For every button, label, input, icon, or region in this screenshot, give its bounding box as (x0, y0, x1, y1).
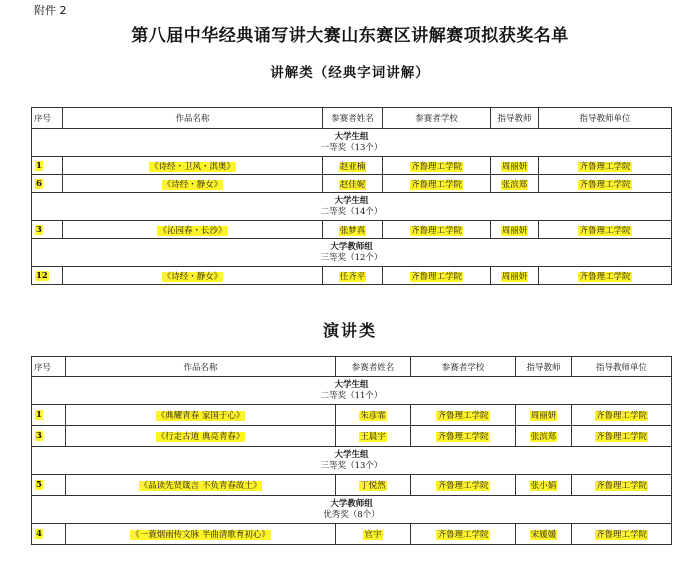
instructor-unit: 齐鲁理工学院 (579, 225, 631, 236)
column-header: 参赛者姓名 (336, 357, 411, 377)
entry-number: 1 (36, 410, 42, 420)
instructor-name: 周丽妍 (501, 225, 528, 236)
column-header: 指导教师 (516, 357, 572, 377)
column-header: 序号 (32, 357, 66, 377)
group-name: 大学生组 (334, 195, 369, 206)
group-header-row (32, 239, 672, 267)
section1-title: 讲解类（经典字词讲解） (270, 65, 430, 81)
group-header-row (32, 193, 672, 221)
attachment-label: 附件 2 (34, 4, 67, 17)
table-row (32, 475, 672, 496)
work-title: 《行走古道 典亮青春》 (156, 432, 245, 442)
document-title: 第八届中华经典诵写讲大赛山东赛区讲解赛项拟获奖名单 (131, 26, 569, 46)
participant-school: 齐鲁理工学院 (437, 530, 489, 540)
table-row (32, 175, 672, 193)
participant-school: 齐鲁理工学院 (437, 481, 489, 491)
work-title: 《诗经・卫风・淇奥》 (149, 161, 235, 172)
entry-number: 3 (36, 224, 42, 235)
participant-name: 朱彦霏 (360, 411, 386, 421)
column-header: 作品名称 (66, 357, 336, 377)
instructor-unit: 齐鲁理工学院 (595, 481, 647, 491)
instructor-unit: 齐鲁理工学院 (595, 530, 647, 540)
instructor-name: 宋媛媛 (530, 530, 557, 540)
work-title: 《诗经・静女》 (162, 271, 223, 282)
speech-results-table (31, 356, 672, 545)
entry-number: 4 (36, 529, 42, 539)
column-header: 指导教师单位 (539, 108, 672, 129)
group-name: 大学教师组 (330, 498, 373, 509)
work-title: 《诗经・静女》 (162, 179, 223, 190)
instructor-name: 周丽妍 (501, 271, 528, 282)
instructor-name: 周丽妍 (530, 411, 557, 421)
prize-level: 优秀奖（8个） (323, 509, 380, 520)
instructor-unit: 齐鲁理工学院 (595, 411, 647, 421)
column-header: 参赛者学校 (383, 108, 491, 129)
table-row (32, 221, 672, 239)
group-name: 大学生组 (334, 131, 369, 142)
work-title: 《典耀青春 家国于心》 (156, 411, 245, 421)
participant-school: 齐鲁理工学院 (410, 225, 462, 236)
work-title: 《沁园春・长沙》 (158, 225, 227, 236)
instructor-unit: 齐鲁理工学院 (595, 432, 647, 442)
group-name: 大学生组 (334, 379, 369, 390)
instructor-name: 张滨郑 (530, 432, 557, 442)
table-header-row (32, 357, 672, 377)
participant-school: 齐鲁理工学院 (410, 271, 462, 282)
group-name: 大学教师组 (330, 241, 373, 252)
prize-level: 二等奖（14个） (320, 206, 383, 217)
entry-number: 6 (36, 178, 42, 189)
prize-level: 二等奖（11个） (320, 390, 383, 401)
work-title: 《品读先贤箴言 不负青春故土》 (139, 481, 262, 491)
column-header: 作品名称 (63, 108, 323, 129)
participant-school: 齐鲁理工学院 (410, 161, 462, 172)
participant-name: 张梦真 (339, 225, 366, 236)
participant-name: 任齐平 (339, 271, 366, 282)
table-row (32, 405, 672, 426)
table-row (32, 426, 672, 447)
group-header-row (32, 496, 672, 524)
section2-title: 演讲类 (322, 321, 377, 340)
group-header-row (32, 447, 672, 475)
participant-name: 丁悦然 (360, 481, 386, 491)
column-header: 序号 (32, 108, 63, 129)
participant-name: 赵佳妮 (339, 179, 366, 190)
entry-number: 5 (36, 480, 42, 490)
column-header: 参赛者姓名 (323, 108, 383, 129)
instructor-name: 张滨郑 (501, 179, 528, 190)
table-row (32, 267, 672, 285)
column-header: 指导教师单位 (572, 357, 672, 377)
participant-name: 官宇 (364, 530, 382, 540)
entry-number: 3 (36, 431, 42, 441)
table-header-row (32, 108, 672, 129)
column-header: 指导教师 (491, 108, 539, 129)
prize-level: 三等奖（12个） (320, 252, 383, 263)
instructor-name: 周丽妍 (501, 161, 528, 172)
instructor-unit: 齐鲁理工学院 (579, 179, 631, 190)
column-header: 参赛者学校 (411, 357, 516, 377)
instructor-name: 张小娟 (530, 481, 557, 491)
participant-name: 王晨宇 (360, 432, 386, 442)
participant-school: 齐鲁理工学院 (437, 411, 489, 421)
group-name: 大学生组 (334, 449, 369, 460)
group-header-row (32, 377, 672, 405)
instructor-unit: 齐鲁理工学院 (579, 161, 631, 172)
prize-level: 一等奖（13个） (320, 142, 383, 153)
work-title: 《一蓑烟雨传文脉 半曲清歌育初心》 (131, 530, 270, 540)
participant-school: 齐鲁理工学院 (437, 432, 489, 442)
table-row (32, 157, 672, 175)
entry-number: 12 (36, 270, 48, 281)
group-header-row (32, 129, 672, 157)
instructor-unit: 齐鲁理工学院 (579, 271, 631, 282)
entry-number: 1 (36, 160, 42, 171)
table-row (32, 524, 672, 545)
participant-school: 齐鲁理工学院 (410, 179, 462, 190)
explanation-results-table (31, 107, 672, 285)
participant-name: 赵亚楠 (339, 161, 366, 172)
prize-level: 三等奖（13个） (320, 460, 383, 471)
